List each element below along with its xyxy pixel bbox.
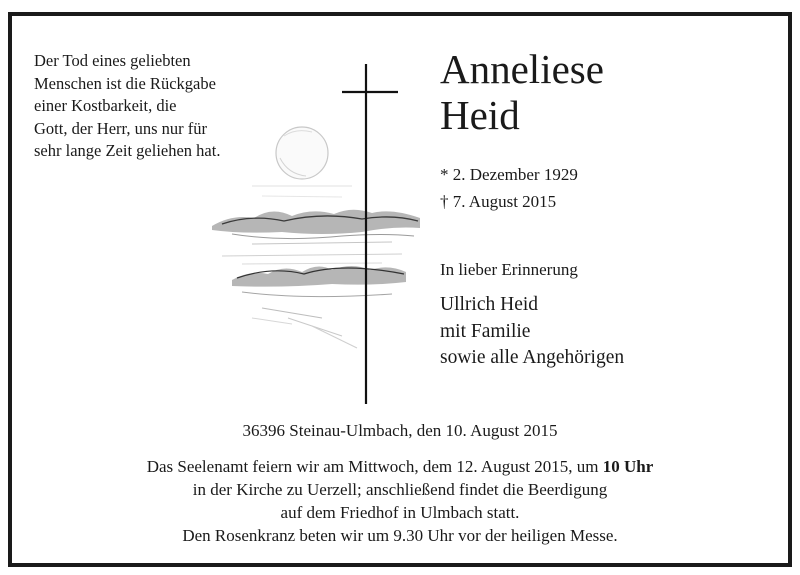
life-dates bbox=[440, 161, 578, 215]
birth-date: * 2. Dezember 1929 bbox=[440, 165, 578, 184]
sun-landscape-illustration bbox=[192, 56, 432, 416]
deceased-name bbox=[440, 46, 604, 138]
sun-icon bbox=[276, 127, 328, 179]
place-and-date: 36396 Steinau-Ulmbach, den 10. August 2015 bbox=[242, 421, 558, 440]
service-details bbox=[12, 455, 788, 547]
death-date: † 7. August 2015 bbox=[440, 192, 557, 211]
memory-line: In lieber Erinnerung bbox=[440, 260, 578, 279]
service-line-1 bbox=[12, 455, 788, 478]
mourner-line: sowie alle Angehörigen bbox=[440, 347, 625, 368]
service-line-2: in der Kirche zu Uerzell; anschließend findet die Beerdigung bbox=[192, 480, 608, 499]
mountain-range-upper bbox=[212, 210, 420, 244]
quote-line: einer Kostbarkeit, die bbox=[34, 96, 177, 115]
obituary-notice bbox=[8, 12, 792, 567]
service-time-prefix: Das Seelenamt feiern wir am Mittwoch, dem 12. August 2015, um bbox=[146, 457, 603, 476]
quote-line: sehr lange Zeit geliehen hat. bbox=[34, 141, 221, 160]
quote-line: Menschen ist die Rückgabe bbox=[34, 73, 216, 93]
mourner-line: mit Familie bbox=[440, 320, 531, 342]
last-name: Heid bbox=[440, 92, 520, 138]
service-time: 10 Uhr bbox=[602, 457, 654, 476]
mourner-line: Ullrich Heid bbox=[440, 294, 539, 315]
mourners-list bbox=[440, 292, 624, 372]
quote-line: Gott, der Herr, uns nur für bbox=[34, 118, 208, 138]
latin-cross-icon bbox=[342, 64, 398, 404]
service-line-3: auf dem Friedhof in Ulmbach statt. bbox=[280, 503, 520, 522]
quote-line: Der Tod eines geliebten bbox=[34, 51, 191, 70]
first-name: Anneliese bbox=[440, 46, 604, 92]
service-line-4: Den Rosenkranz beten wir um 9.30 Uhr vor der heiligen Messe. bbox=[182, 526, 618, 545]
mountain-range-lower bbox=[232, 266, 406, 297]
